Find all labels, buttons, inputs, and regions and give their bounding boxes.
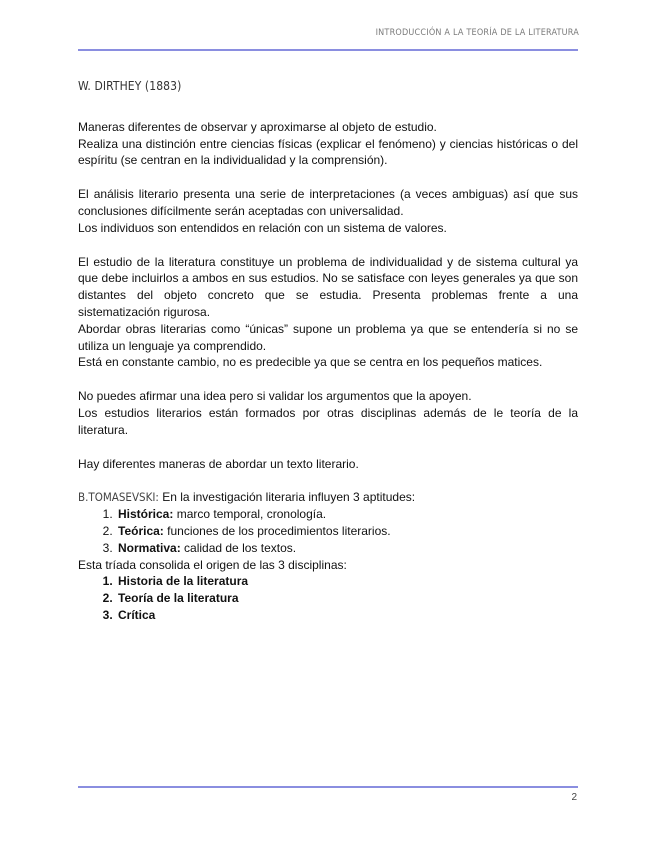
aptitude-desc: calidad de los textos. bbox=[180, 540, 297, 555]
tomasevski-intro: En la investigación literaria influyen 3 aptitudes: bbox=[158, 490, 416, 505]
aptitude-term: Histórica: bbox=[118, 507, 174, 522]
list-item bbox=[116, 506, 578, 523]
paragraph-4-line-2: Los estudios literarios están formados por otras disciplinas además de le teoría de la literatura. bbox=[78, 405, 578, 437]
page-number: 2 bbox=[571, 792, 577, 803]
running-header: INTRODUCCIÓN A LA TEORÍA DE LA LITERATURA bbox=[375, 28, 579, 38]
aptitudes-list bbox=[78, 506, 578, 556]
paragraph-5-line-1: Hay diferentes maneras de abordar un texto literario. bbox=[78, 456, 359, 471]
paragraph-1-line-1: Maneras diferentes de observar y aproximarse al objeto de estudio. bbox=[78, 119, 437, 134]
list-item: 1. Historia de la literatura bbox=[116, 573, 578, 590]
paragraph-3-line-2: Abordar obras literarias como “únicas” supone un problema ya que se entendería si no se utiliza un lenguaje ya comprendido. bbox=[78, 321, 578, 353]
footer-rule bbox=[78, 786, 578, 788]
aptitude-desc: funciones de los procedimientos literarios. bbox=[163, 523, 391, 538]
triad-intro: Esta tríada consolida el origen de las 3 disciplinas: bbox=[78, 557, 347, 572]
tomasevski-name: B.TOMASEVSKI: bbox=[78, 490, 159, 505]
section-title: W. DIRTHEY (1883) bbox=[78, 79, 182, 93]
page-body bbox=[78, 72, 578, 624]
aptitude-desc: marco temporal, cronología. bbox=[173, 507, 327, 522]
list-item bbox=[116, 523, 578, 540]
disciplines-list bbox=[78, 573, 578, 623]
paragraph-3-line-3: Está en constante cambio, no es predecible ya que se centra en los pequeños matices. bbox=[78, 355, 543, 370]
paragraph-2-line-1: El análisis literario presenta una serie de interpretaciones (a veces ambiguas) así que sus conclusiones difícilmente serán aceptadas con universalidad. bbox=[78, 187, 578, 218]
list-item bbox=[116, 540, 578, 557]
header-rule bbox=[78, 49, 578, 51]
list-item: 3. Crítica bbox=[116, 607, 578, 624]
paragraph-1-line-2: Realiza una distinción entre ciencias físicas (explicar el fenómeno) y ciencias históricas o del espíritu (se centran en la individualidad y la comprensión). bbox=[78, 136, 578, 168]
paragraph-2-line-2: Los individuos son entendidos en relación con un sistema de valores. bbox=[78, 220, 447, 235]
aptitude-term: Teórica: bbox=[118, 523, 164, 538]
paragraph-3-line-1: El estudio de la literatura constituye un problema de individualidad y de sistema cultural ya que debe incluirlos a ambos en sus estudios. No se satisface con leyes generales ya que son distantes del objeto concreto que se estudia. Presenta problemas frente a una sistematización rigurosa. bbox=[78, 254, 578, 319]
tomasevski-block bbox=[78, 489, 578, 506]
list-item: 2. Teoría de la literatura bbox=[116, 590, 578, 607]
aptitude-term: Normativa: bbox=[118, 540, 181, 555]
paragraph-4-line-1: No puedes afirmar una idea pero si validar los argumentos que la apoyen. bbox=[78, 389, 472, 404]
